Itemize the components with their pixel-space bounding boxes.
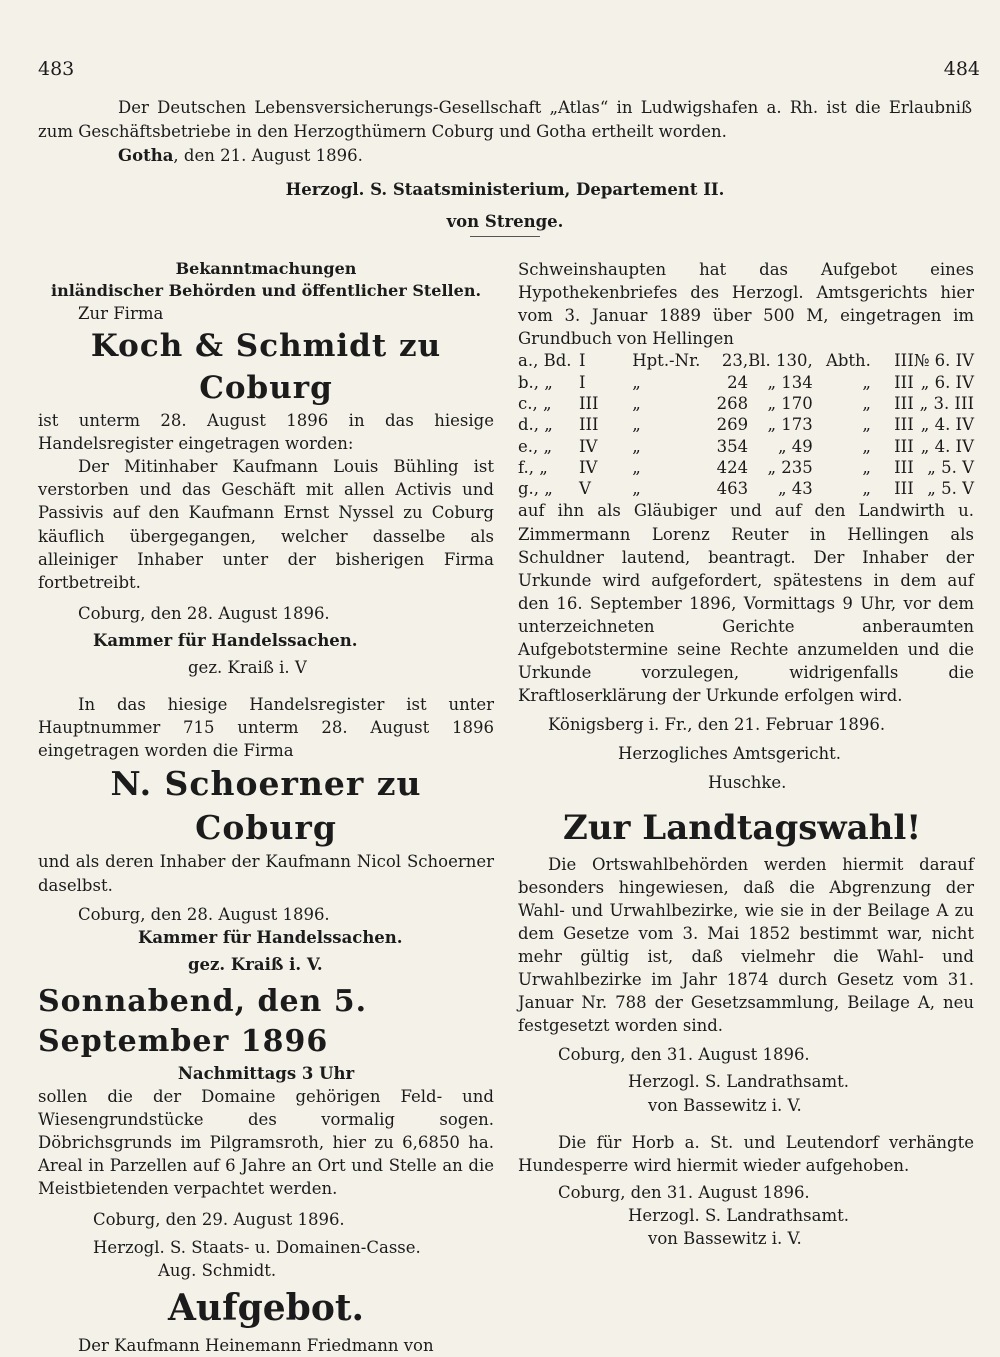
table-cell: e., „ xyxy=(518,436,553,456)
table-cell: III xyxy=(894,457,914,477)
firm1-intro: Zur Firma xyxy=(78,304,164,323)
table-row xyxy=(518,414,974,435)
table-row xyxy=(518,350,974,371)
section-head-line1: Bekanntmachungen xyxy=(175,259,357,278)
table-cell: d., „ xyxy=(518,415,553,435)
table-cell: V xyxy=(578,479,591,499)
table-cell: III xyxy=(894,415,914,435)
table-cell: Abth. xyxy=(825,351,871,371)
entries-table xyxy=(518,350,974,499)
auction-head: Sonnabend, den 5. September 1896 xyxy=(38,983,368,1059)
notice-signer: von Strenge. xyxy=(446,212,564,231)
table-row xyxy=(518,372,974,393)
table-cell: III xyxy=(578,393,599,413)
table-cell: 24 xyxy=(727,372,749,392)
sperre-sign: von Bassewitz i. V. xyxy=(648,1228,802,1248)
wahl-text: Die Ortswahlbehörden werden hiermit darauf besonders hingewiesen, daß die Abgrenzung der Wahl- und Urwahlbezirke, wie sie in der Beilage A zu dem Gesetze vom 3. Mai 1852 bestimmt war, nicht mehr gültig ist, daß vielmehr die Wahl- und Urwahlbezirke im Jahr 1874 durch Gesetz vom 31. Januar Nr. 788 der Gesetzsammlung, Beilage A, neu festgesetzt worden sind. xyxy=(518,854,974,1036)
table-cell: „ xyxy=(862,393,871,413)
hypothek-court: Herzogliches Amtsgericht. xyxy=(618,744,842,764)
table-cell: g., „ xyxy=(518,479,553,499)
firm1-sign: gez. Kraiß i. V xyxy=(188,658,307,678)
table-row xyxy=(518,478,974,499)
notice-text: Der Deutschen Lebensversicherungs-Gesellschaft „Atlas“ in Ludwigshafen a. Rh. ist die Erlaubniß zum Geschäftsbetriebe in den Herzogthümern Coburg und Gotha ertheilt worden. xyxy=(38,98,972,141)
table-cell: „ xyxy=(862,372,871,392)
hypothek-date: Königsberg i. Fr., den 21. Februar 1896. xyxy=(548,715,886,735)
sperre-date: Coburg, den 31. August 1896. xyxy=(558,1182,810,1202)
auction-date: Coburg, den 29. August 1896. xyxy=(93,1210,345,1230)
firm2-text: In das hiesige Handelsregister ist unter Hauptnummer 715 unterm 28. August 1896 eingetragen worden die Firma xyxy=(38,695,494,761)
table-cell: „ 43 xyxy=(777,479,813,499)
table-cell: „ xyxy=(862,479,871,499)
table-cell: „ xyxy=(632,457,641,477)
firm1-name: Koch & Schmidt zu Coburg xyxy=(90,328,442,407)
table-cell: IV xyxy=(578,436,598,456)
firm1-court: Kammer für Handelssachen. xyxy=(93,630,358,650)
aufgebot-head: Aufgebot. xyxy=(167,1286,364,1329)
table-cell: I xyxy=(578,351,586,371)
section-head-line2: inländischer Behörden und öffentlicher Stellen. xyxy=(50,281,482,300)
table-cell: b., „ xyxy=(518,372,553,392)
table-cell: III xyxy=(894,351,914,371)
auction-time: Nachmittags 3 Uhr xyxy=(177,1063,355,1083)
table-cell: „ xyxy=(862,457,871,477)
notice-authority: Herzogl. S. Staatsministerium, Departement II. xyxy=(285,180,725,199)
sperre-text: Die für Horb a. St. und Leutendorf verhängte Hundesperre wird hiermit wieder aufgehoben. xyxy=(518,1132,974,1175)
table-row xyxy=(518,393,974,414)
table-cell: „ 4. IV xyxy=(920,415,974,435)
firm2-sign: gez. Kraiß i. V. xyxy=(188,954,323,974)
table-cell: „ 3. III xyxy=(919,393,974,413)
table-cell: c., „ xyxy=(518,393,552,413)
table-row xyxy=(518,436,974,457)
firm2-text2: und als deren Inhaber der Kaufmann Nicol Schoerner daselbst. xyxy=(38,852,494,895)
table-cell: III xyxy=(894,393,914,413)
table-cell: 269 xyxy=(716,415,749,435)
table-cell: Hpt.-Nr. xyxy=(632,351,701,371)
table-cell: III xyxy=(894,479,914,499)
table-cell: 463 xyxy=(716,479,749,499)
auction-authority: Herzogl. S. Staats- u. Domainen-Casse. xyxy=(93,1237,421,1257)
notice-dateline xyxy=(38,144,972,168)
hypothek-text: auf ihn als Gläubiger und auf den Landwirth u. Zimmermann Lorenz Reuter in Hellingen als Schuldner lautend, beantragt. Der Inhaber der Urkunde wird aufgefordert, spätestens in dem auf den 16. September 1896, Vormittags 9 Uhr, vor dem unterzeichneten Gerichte anberaumten Aufgebotstermine seine Rechte anzumelden und die Urkunde vorzulegen, widrigenfalls die Kraftloserklärung der Urkunde erfolgen wird. xyxy=(518,501,974,706)
table-cell: № 6. IV xyxy=(913,351,974,371)
right-column xyxy=(518,258,974,1250)
hypothek-intro: Schweinshaupten hat das Aufgebot eines Hypothekenbriefes des Herzogl. Amtsgerichts hier vom 3. Januar 1889 über 500 M, eingetragen im Grundbuch von Hellingen xyxy=(518,260,974,349)
top-notice xyxy=(38,96,972,234)
table-cell: f., „ xyxy=(518,457,548,477)
firm1-date: Coburg, den 28. August 1896. xyxy=(78,603,330,623)
wahl-date: Coburg, den 31. August 1896. xyxy=(558,1045,810,1065)
table-cell: „ 235 xyxy=(767,457,813,477)
table-cell: „ 6. IV xyxy=(920,372,974,392)
wahl-head: Zur Landtagswahl! xyxy=(563,807,922,848)
notice-date: , den 21. August 1896. xyxy=(173,146,363,165)
table-cell: I xyxy=(578,372,586,392)
table-cell: „ 134 xyxy=(767,372,813,392)
table-cell: „ xyxy=(632,372,641,392)
aufgebot-text: Der Kaufmann Heinemann Friedmann von xyxy=(78,1335,434,1355)
table-cell: „ xyxy=(632,436,641,456)
table-cell: „ xyxy=(632,393,641,413)
table-cell: III xyxy=(894,372,914,392)
table-cell: „ 173 xyxy=(767,415,813,435)
table-cell: IV xyxy=(578,457,598,477)
table-cell: „ 5. V xyxy=(927,457,974,477)
page-number-right: 484 xyxy=(943,58,980,80)
notice-place: Gotha xyxy=(118,146,174,165)
table-cell: „ xyxy=(632,479,641,499)
auction-text: sollen die der Domaine gehörigen Feld- und Wiesengrundstücke des vormalig sogen. Döbrichsgrunds im Pilgramsroth, hier zu 6,6850 ha. Areal in Parzellen auf 6 Jahre an Ort und Stelle an die Meistbietenden verpachtet werden. xyxy=(38,1086,494,1199)
table-cell: „ 5. V xyxy=(927,479,974,499)
left-column xyxy=(38,258,494,1357)
auction-sign: Aug. Schmidt. xyxy=(158,1260,277,1280)
divider-rule xyxy=(470,236,540,237)
table-cell: 354 xyxy=(716,436,749,456)
table-cell: „ xyxy=(632,415,641,435)
table-row xyxy=(518,457,974,478)
table-cell: „ 49 xyxy=(777,436,813,456)
firm1-text2: Der Mitinhaber Kaufmann Louis Bühling ist verstorben und das Geschäft mit allen Activis und Passivis auf den Kaufmann Ernst Nyssel zu Coburg käuflich übergegangen, welcher dasselbe als alleiniger Inhaber unter der bisherigen Firma fortbetreibt. xyxy=(38,457,494,592)
table-cell: 23, xyxy=(721,351,749,371)
table-cell: 268 xyxy=(716,393,749,413)
table-cell: Bl. 130, xyxy=(748,351,813,371)
table-cell: „ 170 xyxy=(767,393,813,413)
firm2-name: N. Schoerner zu Coburg xyxy=(110,764,422,848)
page-number-left: 483 xyxy=(38,58,75,80)
firm1-text: ist unterm 28. August 1896 in das hiesige Handelsregister eingetragen worden: xyxy=(38,411,494,454)
table-cell: „ xyxy=(862,436,871,456)
firm2-court: Kammer für Handelssachen. xyxy=(138,927,403,947)
wahl-sign: von Bassewitz i. V. xyxy=(648,1095,802,1115)
hypothek-sign: Huschke. xyxy=(708,773,787,793)
table-cell: III xyxy=(894,436,914,456)
table-cell: a., Bd. xyxy=(518,351,572,371)
firm2-date: Coburg, den 28. August 1896. xyxy=(78,904,330,924)
table-cell: „ 4. IV xyxy=(920,436,974,456)
wahl-authority: Herzogl. S. Landrathsamt. xyxy=(628,1072,849,1092)
sperre-authority: Herzogl. S. Landrathsamt. xyxy=(628,1205,849,1225)
table-cell: 424 xyxy=(716,457,749,477)
table-cell: III xyxy=(578,415,599,435)
table-cell: „ xyxy=(862,415,871,435)
